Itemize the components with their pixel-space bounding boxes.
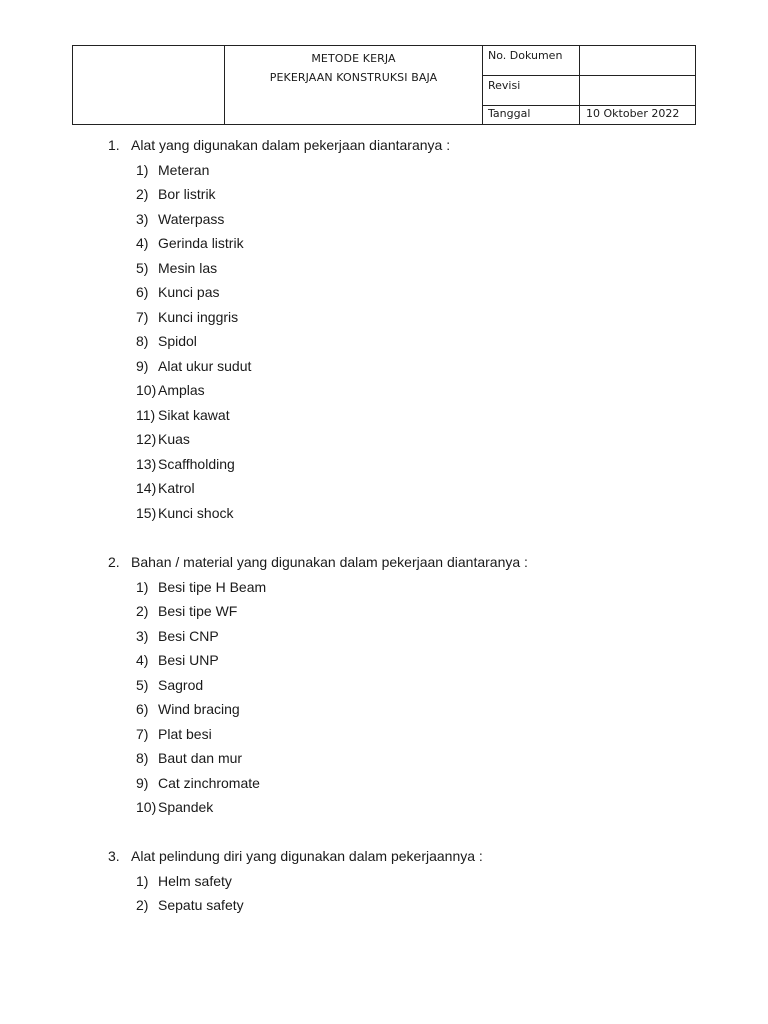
section-title: Alat yang digunakan dalam pekerjaan diantaranya :: [131, 137, 451, 153]
revision-value: [580, 76, 696, 106]
item-text: Spidol: [158, 333, 197, 349]
item-number: 9): [136, 775, 149, 791]
list-item: [136, 358, 251, 374]
document-header-table: [72, 45, 696, 125]
item-number: 1): [136, 873, 149, 889]
list-item: [136, 799, 213, 815]
item-text: Besi tipe H Beam: [158, 579, 267, 595]
list-item: [136, 480, 195, 496]
item-text: Helm safety: [158, 873, 232, 889]
list-item: [136, 186, 216, 202]
item-text: Sikat kawat: [158, 407, 230, 423]
logo-cell: [73, 46, 225, 125]
item-text: Plat besi: [158, 726, 212, 742]
item-text: Alat ukur sudut: [158, 358, 252, 374]
list-item: [136, 284, 219, 300]
list-item: [136, 505, 233, 521]
section-title: Bahan / material yang digunakan dalam pekerjaan diantaranya :: [131, 554, 528, 570]
list-item: [136, 579, 266, 595]
item-number: 5): [136, 260, 149, 276]
item-number: 11): [136, 407, 156, 423]
item-number: 7): [136, 309, 149, 325]
document-title-line1: METODE KERJA: [311, 52, 396, 65]
item-number: 4): [136, 652, 149, 668]
section-2-heading: [108, 554, 528, 570]
item-number: 2): [136, 186, 149, 202]
doc-number-value: [580, 46, 696, 76]
item-number: 1): [136, 579, 149, 595]
list-item: [136, 333, 197, 349]
item-text: Cat zinchromate: [158, 775, 260, 791]
item-text: Kunci inggris: [158, 309, 239, 325]
item-text: Waterpass: [158, 211, 225, 227]
list-item: [136, 677, 203, 693]
item-text: Amplas: [158, 382, 205, 398]
item-text: Bor listrik: [158, 186, 216, 202]
item-text: Baut dan mur: [158, 750, 243, 766]
list-item: [136, 211, 224, 227]
list-item: [136, 456, 235, 472]
list-item: [136, 235, 244, 251]
section-3-heading: [108, 848, 483, 864]
item-text: Kunci shock: [158, 505, 234, 521]
date-value: 10 Oktober 2022: [580, 106, 696, 125]
item-text: Spandek: [158, 799, 214, 815]
list-item: [136, 652, 219, 668]
section-number: 3.: [108, 848, 120, 864]
item-text: Scaffholding: [158, 456, 235, 472]
date-label: Tanggal: [483, 106, 580, 125]
item-number: 6): [136, 701, 149, 717]
list-item: [136, 628, 219, 644]
item-text: Besi tipe WF: [158, 603, 238, 619]
list-item: [136, 407, 230, 423]
item-number: 10): [136, 382, 157, 398]
item-number: 2): [136, 897, 149, 913]
list-item: [136, 382, 205, 398]
item-number: 5): [136, 677, 149, 693]
list-item: [136, 775, 260, 791]
item-number: 12): [136, 431, 157, 447]
item-number: 8): [136, 333, 149, 349]
item-number: 10): [136, 799, 157, 815]
item-text: Wind bracing: [158, 701, 240, 717]
item-number: 13): [136, 456, 157, 472]
item-text: Meteran: [158, 162, 210, 178]
item-number: 15): [136, 505, 157, 521]
list-item: [136, 873, 232, 889]
section-1-heading: [108, 137, 450, 153]
item-number: 9): [136, 358, 149, 374]
section-title: Alat pelindung diri yang digunakan dalam pekerjaannya :: [131, 848, 483, 864]
revision-label: Revisi: [483, 76, 580, 106]
item-number: 2): [136, 603, 149, 619]
item-number: 14): [136, 480, 157, 496]
list-item: [136, 897, 244, 913]
section-number: 1.: [108, 137, 120, 153]
list-item: [136, 701, 240, 717]
doc-number-label: No. Dokumen: [483, 46, 580, 76]
item-text: Besi CNP: [158, 628, 219, 644]
item-number: 3): [136, 628, 149, 644]
list-item: [136, 726, 212, 742]
item-number: 3): [136, 211, 149, 227]
item-text: Mesin las: [158, 260, 218, 276]
section-number: 2.: [108, 554, 120, 570]
list-item: [136, 431, 190, 447]
item-text: Besi UNP: [158, 652, 219, 668]
item-text: Kunci pas: [158, 284, 220, 300]
item-text: Sepatu safety: [158, 897, 244, 913]
item-number: 4): [136, 235, 149, 251]
list-item: [136, 750, 242, 766]
item-text: Katrol: [158, 480, 195, 496]
list-item: [136, 162, 209, 178]
item-text: Gerinda listrik: [158, 235, 244, 251]
document-title-cell: [225, 46, 483, 125]
item-text: Sagrod: [158, 677, 204, 693]
list-item: [136, 309, 238, 325]
item-number: 1): [136, 162, 149, 178]
item-number: 6): [136, 284, 149, 300]
item-number: 7): [136, 726, 149, 742]
document-title-line2: PEKERJAAN KONSTRUKSI BAJA: [269, 71, 438, 84]
item-text: Kuas: [158, 431, 190, 447]
list-item: [136, 260, 217, 276]
item-number: 8): [136, 750, 149, 766]
list-item: [136, 603, 237, 619]
